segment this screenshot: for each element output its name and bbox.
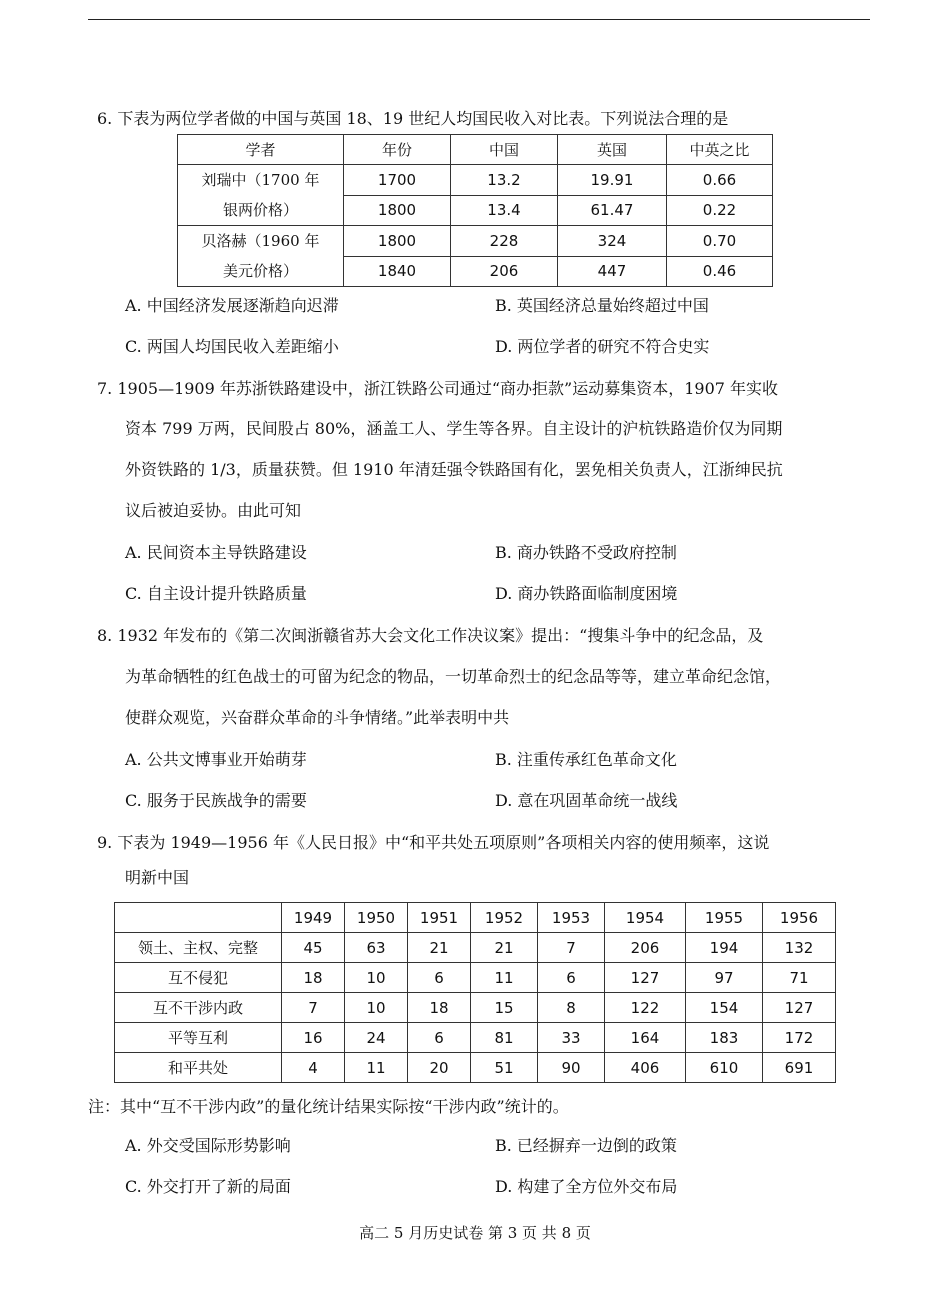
header-rule bbox=[88, 19, 870, 20]
table-cell: 1700 bbox=[344, 165, 451, 196]
q6-stem: 6. 下表为两位学者做的中国与英国 18、19 世纪人均国民收入对比表。下列说法合理的是 bbox=[97, 109, 729, 128]
table-cell: 81 bbox=[471, 1023, 538, 1053]
table-cell: 132 bbox=[763, 933, 836, 963]
table-row bbox=[115, 963, 836, 993]
table-cell: 15 bbox=[471, 993, 538, 1023]
table-row bbox=[115, 993, 836, 1023]
row-label-cell: 互不侵犯 bbox=[115, 963, 282, 993]
header-cell: 英国 bbox=[558, 135, 667, 165]
table-cell: 16 bbox=[282, 1023, 345, 1053]
header-cell: 学者 bbox=[178, 135, 344, 165]
q8-option-c: C. 服务于民族战争的需要 bbox=[125, 791, 307, 810]
q6-option-b: B. 英国经济总量始终超过中国 bbox=[495, 296, 709, 315]
table-cell: 45 bbox=[282, 933, 345, 963]
table-cell: 8 bbox=[538, 993, 605, 1023]
table-cell: 19.91 bbox=[558, 165, 667, 196]
table-row bbox=[178, 165, 773, 196]
table-cell: 24 bbox=[345, 1023, 408, 1053]
table-cell: 18 bbox=[282, 963, 345, 993]
table-cell: 7 bbox=[282, 993, 345, 1023]
table-cell: 1840 bbox=[344, 256, 451, 287]
q9-stem-line: 明新中国 bbox=[125, 868, 190, 887]
table-row bbox=[115, 1023, 836, 1053]
table-cell: 51 bbox=[471, 1053, 538, 1083]
table-cell: 4 bbox=[282, 1053, 345, 1083]
table-cell: 10 bbox=[345, 963, 408, 993]
table-cell: 21 bbox=[408, 933, 471, 963]
table-cell: 122 bbox=[605, 993, 686, 1023]
q8-option-d: D. 意在巩固革命统一战线 bbox=[495, 791, 678, 810]
q9-stem-line: 9. 下表为 1949—1956 年《人民日报》中“和平共处五项原则”各项相关内容的使用频率，这说 bbox=[97, 833, 770, 852]
table-cell: 11 bbox=[345, 1053, 408, 1083]
q7-option-c: C. 自主设计提升铁路质量 bbox=[125, 584, 307, 603]
table-cell: 61.47 bbox=[558, 195, 667, 226]
table-cell: 6 bbox=[408, 1023, 471, 1053]
table-cell: 97 bbox=[686, 963, 763, 993]
q8-option-b: B. 注重传承红色革命文化 bbox=[495, 750, 677, 769]
table-cell: 324 bbox=[558, 226, 667, 257]
table-cell: 194 bbox=[686, 933, 763, 963]
scholar-cell bbox=[178, 165, 344, 226]
q9-option-c: C. 外交打开了新的局面 bbox=[125, 1177, 291, 1196]
q9-option-a: A. 外交受国际形势影响 bbox=[125, 1136, 291, 1155]
q9-note: 注：其中“互不干涉内政”的量化统计结果实际按“干涉内政”统计的。 bbox=[88, 1097, 569, 1116]
table-cell: 206 bbox=[605, 933, 686, 963]
year-header-cell: 1952 bbox=[471, 903, 538, 933]
table-cell: 406 bbox=[605, 1053, 686, 1083]
table-cell: 183 bbox=[686, 1023, 763, 1053]
table-cell: 63 bbox=[345, 933, 408, 963]
q9-frequency-table bbox=[114, 902, 836, 1083]
table-header-row bbox=[178, 135, 773, 165]
table-cell: 0.46 bbox=[667, 256, 773, 287]
scholar-cell bbox=[178, 226, 344, 287]
q7-stem-line: 7. 1905—1909 年苏浙铁路建设中，浙江铁路公司通过“商办拒款”运动募集资本，1907 年实收 bbox=[97, 379, 779, 398]
table-cell: 0.70 bbox=[667, 226, 773, 257]
table-cell: 33 bbox=[538, 1023, 605, 1053]
table-cell: 10 bbox=[345, 993, 408, 1023]
row-label-cell: 互不干涉内政 bbox=[115, 993, 282, 1023]
q8-stem-line: 为革命牺牲的红色战士的可留为纪念的物品，一切革命烈士的纪念品等等，建立革命纪念馆， bbox=[125, 667, 782, 686]
year-header-cell: 1956 bbox=[763, 903, 836, 933]
q7-option-d: D. 商办铁路面临制度困境 bbox=[495, 584, 678, 603]
table-cell: 447 bbox=[558, 256, 667, 287]
table-cell: 20 bbox=[408, 1053, 471, 1083]
table-cell: 1800 bbox=[344, 195, 451, 226]
table-cell: 0.66 bbox=[667, 165, 773, 196]
table-cell: 0.22 bbox=[667, 195, 773, 226]
table-row bbox=[178, 226, 773, 257]
year-header-cell: 1954 bbox=[605, 903, 686, 933]
header-cell: 年份 bbox=[344, 135, 451, 165]
table-cell: 6 bbox=[408, 963, 471, 993]
table-cell: 228 bbox=[451, 226, 558, 257]
table-cell: 90 bbox=[538, 1053, 605, 1083]
scholar-line: 银两价格） bbox=[222, 201, 298, 219]
page-footer: 高二 5 月历史试卷 第 3 页 共 8 页 bbox=[359, 1224, 591, 1242]
table-cell: 6 bbox=[538, 963, 605, 993]
table-cell: 127 bbox=[763, 993, 836, 1023]
table-header-row bbox=[115, 903, 836, 933]
q7-option-b: B. 商办铁路不受政府控制 bbox=[495, 543, 677, 562]
scholar-line: 贝洛赫（1960 年 bbox=[201, 232, 320, 250]
table-cell: 71 bbox=[763, 963, 836, 993]
q8-stem-line: 8. 1932 年发布的《第二次闽浙赣省苏大会文化工作决议案》提出：“搜集斗争中的纪念品，及 bbox=[97, 626, 764, 645]
header-cell bbox=[115, 903, 282, 933]
year-header-cell: 1951 bbox=[408, 903, 471, 933]
q6-income-table bbox=[177, 134, 773, 287]
q6-option-d: D. 两位学者的研究不符合史实 bbox=[495, 337, 710, 356]
q6-option-a: A. 中国经济发展逐渐趋向迟滞 bbox=[125, 296, 339, 315]
row-label-cell: 和平共处 bbox=[115, 1053, 282, 1083]
table-cell: 18 bbox=[408, 993, 471, 1023]
q7-option-a: A. 民间资本主导铁路建设 bbox=[125, 543, 307, 562]
table-cell: 7 bbox=[538, 933, 605, 963]
table-cell: 691 bbox=[763, 1053, 836, 1083]
table-cell: 1800 bbox=[344, 226, 451, 257]
q6-option-c: C. 两国人均国民收入差距缩小 bbox=[125, 337, 339, 356]
q9-option-d: D. 构建了全方位外交布局 bbox=[495, 1177, 678, 1196]
year-header-cell: 1949 bbox=[282, 903, 345, 933]
table-cell: 127 bbox=[605, 963, 686, 993]
table-cell: 172 bbox=[763, 1023, 836, 1053]
q7-stem-line: 资本 799 万两，民间股占 80%，涵盖工人、学生等各界。自主设计的沪杭铁路造价仅为同期 bbox=[125, 419, 783, 438]
header-cell: 中国 bbox=[451, 135, 558, 165]
table-cell: 13.2 bbox=[451, 165, 558, 196]
table-cell: 164 bbox=[605, 1023, 686, 1053]
q8-stem-line: 使群众观览，兴奋群众革命的斗争情绪。”此举表明中共 bbox=[125, 708, 510, 727]
table-cell: 206 bbox=[451, 256, 558, 287]
year-header-cell: 1950 bbox=[345, 903, 408, 933]
q8-option-a: A. 公共文博事业开始萌芽 bbox=[125, 750, 307, 769]
q9-option-b: B. 已经摒弃一边倒的政策 bbox=[495, 1136, 677, 1155]
table-row bbox=[115, 933, 836, 963]
table-cell: 13.4 bbox=[451, 195, 558, 226]
row-label-cell: 领土、主权、完整 bbox=[115, 933, 282, 963]
table-cell: 610 bbox=[686, 1053, 763, 1083]
q7-stem-line: 议后被迫妥协。由此可知 bbox=[125, 501, 302, 520]
header-cell: 中英之比 bbox=[667, 135, 773, 165]
year-header-cell: 1955 bbox=[686, 903, 763, 933]
year-header-cell: 1953 bbox=[538, 903, 605, 933]
q7-stem-line: 外资铁路的 1/3，质量获赞。但 1910 年清廷强令铁路国有化，罢免相关负责人，江浙绅民抗 bbox=[125, 460, 783, 479]
table-cell: 154 bbox=[686, 993, 763, 1023]
scholar-line: 刘瑞中（1700 年 bbox=[201, 171, 320, 189]
scholar-line: 美元价格） bbox=[222, 262, 298, 280]
table-cell: 21 bbox=[471, 933, 538, 963]
row-label-cell: 平等互利 bbox=[115, 1023, 282, 1053]
table-row bbox=[115, 1053, 836, 1083]
table-cell: 11 bbox=[471, 963, 538, 993]
